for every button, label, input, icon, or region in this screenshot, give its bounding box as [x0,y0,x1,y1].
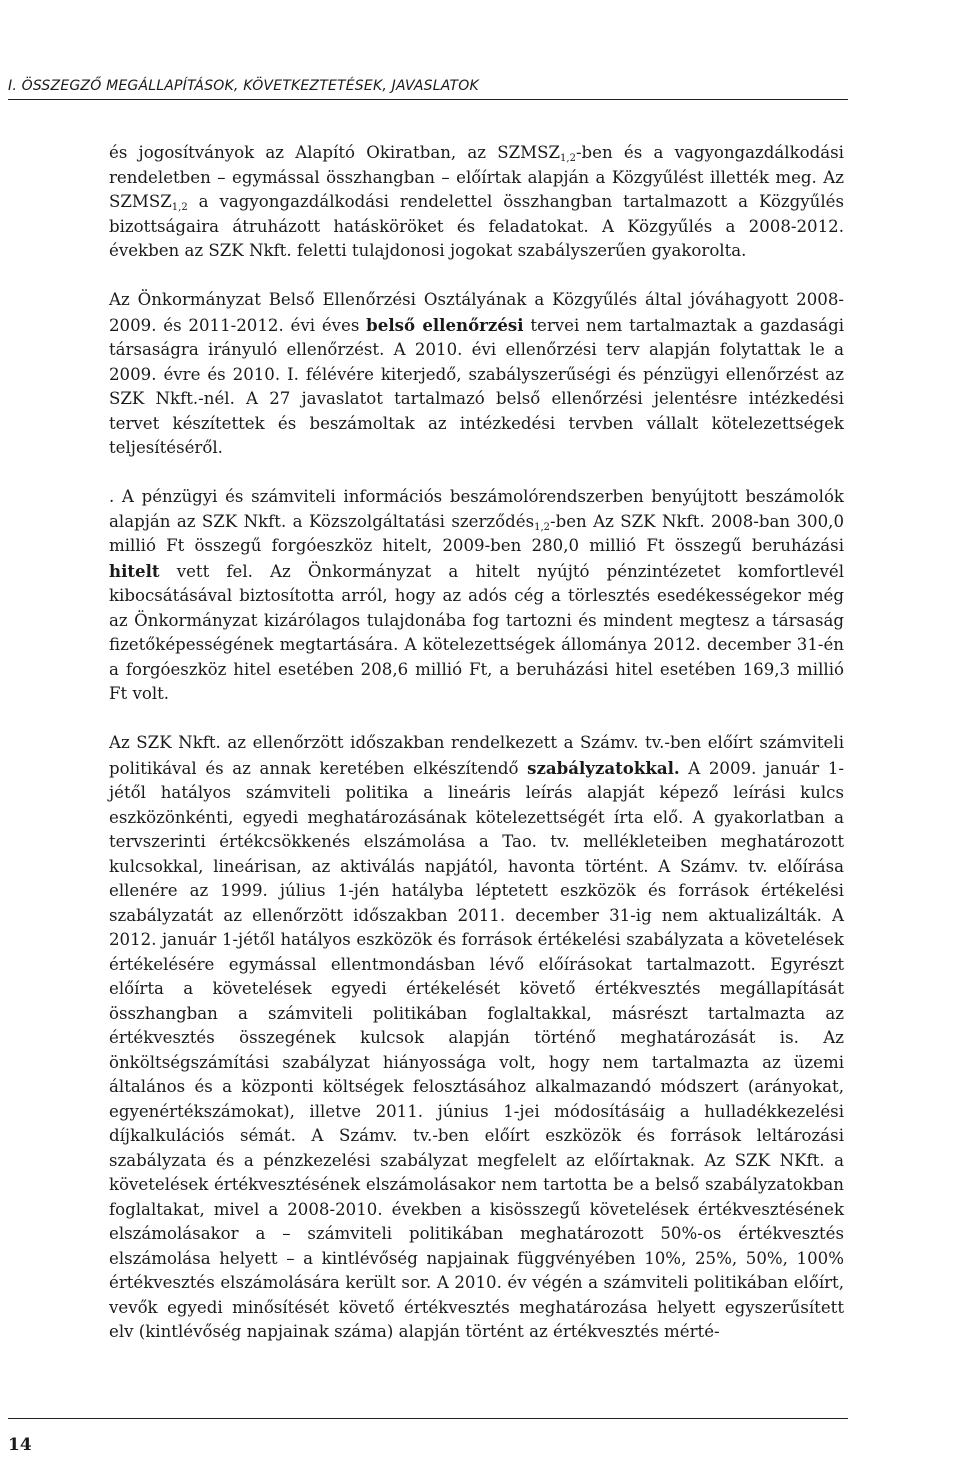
section-header: I. ÖSSZEGZŐ MEGÁLLAPÍTÁSOK, KÖVETKEZTETÉSEK, JAVASLATOK [8,78,479,94]
text-run: vett fel. Az Önkormányzat a hitelt nyújtó pénzintézetet komfortlevél kibocsátásával biztosította arról, hogy az adós cég a törlesztés esedékességekor még az Önkormányzat kizárólagos tulajdonába fog tartozni és mindent megtesz a társaság fizetőképességének megtartására. A kötelezettségek állománya 2012. december 31-én a forgóeszköz hitel esetében 208,6 millió Ft, a beruházási hitel esetében 169,3 millió Ft volt. [109,561,844,703]
header-divider [8,99,848,100]
page-number: 14 [8,1435,32,1455]
paragraph-4 [109,731,844,1345]
text-run: Az Önkormányzat Belső Ellenőrzési Osztályának a Közgyűlés által jóváhagyott 2008-2009. és 2011-2012. évi éves [109,290,844,335]
text-run: Az SZK Nkft. az ellenőrzött időszakban rendelkezett a Számv. tv.-ben előírt számviteli politikával és az annak keretében elkészítendő [109,733,844,778]
text-run: a vagyongazdálkodási rendelettel összhangban tartalmazott a Közgyűlés bizottságaira átruházott hatásköröket és feladatokat. A Közgyűlés a 2008-2012. években az SZK Nkft. feletti tulajdonosi jogokat szabályszerűen gyakorolta. [109,192,844,260]
text-run: -ben és a vagyongazdálkodási rendeletben – egymással összhangban – előírtak alapján a Közgyűlést illették meg. Az SZMSZ [109,143,844,211]
paragraph-3 [109,485,844,707]
subscript: 1,2 [560,153,576,164]
subscript: 1,2 [171,202,188,213]
bold-term: hitelt [109,560,160,581]
text-run: és jogosítványok az Alapító Okiratban, az SZMSZ [109,143,561,162]
paragraph-2 [109,288,844,461]
document-body [109,141,844,1345]
text-run: A 2009. január 1-jétől hatályos számviteli politika a lineáris leírás alapját képező leírási kulcs eszközönkénti, egyedi meghatározásának kötelezettségét írta elő. A gyakorlatban a tervszerinti értékcsökkenés elszámolása a Tao. tv. mellékleteiben meghatározott kulcsokkal, lineárisan, az aktiválás napjától, havonta történt. A Számv. tv. előírása ellenére az 1999. július 1-jén hatályba léptetett eszközök és források értékelési szabályzatát az ellenőrzött időszakban 2011. december 31-ig nem aktualizálták. A 2012. január 1-jétől hatályos eszközök és források értékelési szabályzata a követelések értékelésére egymással ellentmondásban lévő előírásokat tartalmazott. Egyrészt előírta a követelések egyedi értékelését követő értékvesztés megállapítását összhangban a számviteli politikában foglaltakkal, másrészt tartalmazta az értékvesztés összegének kulcsok alapján történő meghatározását is. Az önköltségszámítási szabályzat hiányossága volt, hogy nem tartalmazta az üzemi általános és a központi költségek felosztásához alkalmazandó módszert (arányokat, egyenértékszámokat), illetve 2011. június 1-jei módosításáig a hulladékkezelési díjkalkulációs sémát. A Számv. tv.-ben előírt eszközök és források leltározási szabályzata és a pénzkezelési szabályzat megfelelt az előírtaknak. Az SZK NKft. a követelések értékvesztésének elszámolásakor nem tartotta be a belső szabályzatokban foglaltakat, mivel a 2008-2010. években a kisösszegű követelések értékvesztésének elszámolásakor a – számviteli politikában meghatározott 50%-os értékvesztés elszámolása helyett – a kintlévőség napjainak függvényében 10%, 25%, 50%, 100% értékvesztés elszámolására került sor. A 2010. év végén a számviteli politikában előírt, vevők egyedi minősítését követő értékvesztés meghatározása helyett egyszerűsített elv (kintlévőség napjainak száma) alapján történt az értékvesztés mérté- [109,758,844,1341]
bold-term: szabályzatokkal. [527,757,680,778]
subscript: 1,2 [534,521,550,533]
paragraph-1 [109,141,844,264]
bold-term: belső ellenőrzési [366,314,524,335]
text-run: -ben Az SZK Nkft. 2008-ban 300,0 millió Ft összegű forgóeszköz hitelt, 2009-ben 280,0 millió Ft összegű beruházási [109,511,845,555]
text-run: . A pénzügyi és számviteli információs beszámolórendszerben benyújtott beszámolók alapján az SZK Nkft. a Közszolgáltatási szerződés [109,487,844,531]
text-run: tervei nem tartalmaztak a gazdasági társaságra irányuló ellenőrzést. A 2010. évi ellenőrzési terv alapján folytattak le a 2009. évre és 2010. I. félévére kiterjedő, szabályszerűségi és pénzügyi ellenőrzést az SZK Nkft.-nél. A 27 javaslatot tartalmazó belső ellenőrzési jelentésre intézkedési tervet készítettek és beszámoltak az intézkedési tervben vállalt kötelezettségek teljesítéséről. [109,315,844,457]
footer-divider [8,1418,848,1419]
